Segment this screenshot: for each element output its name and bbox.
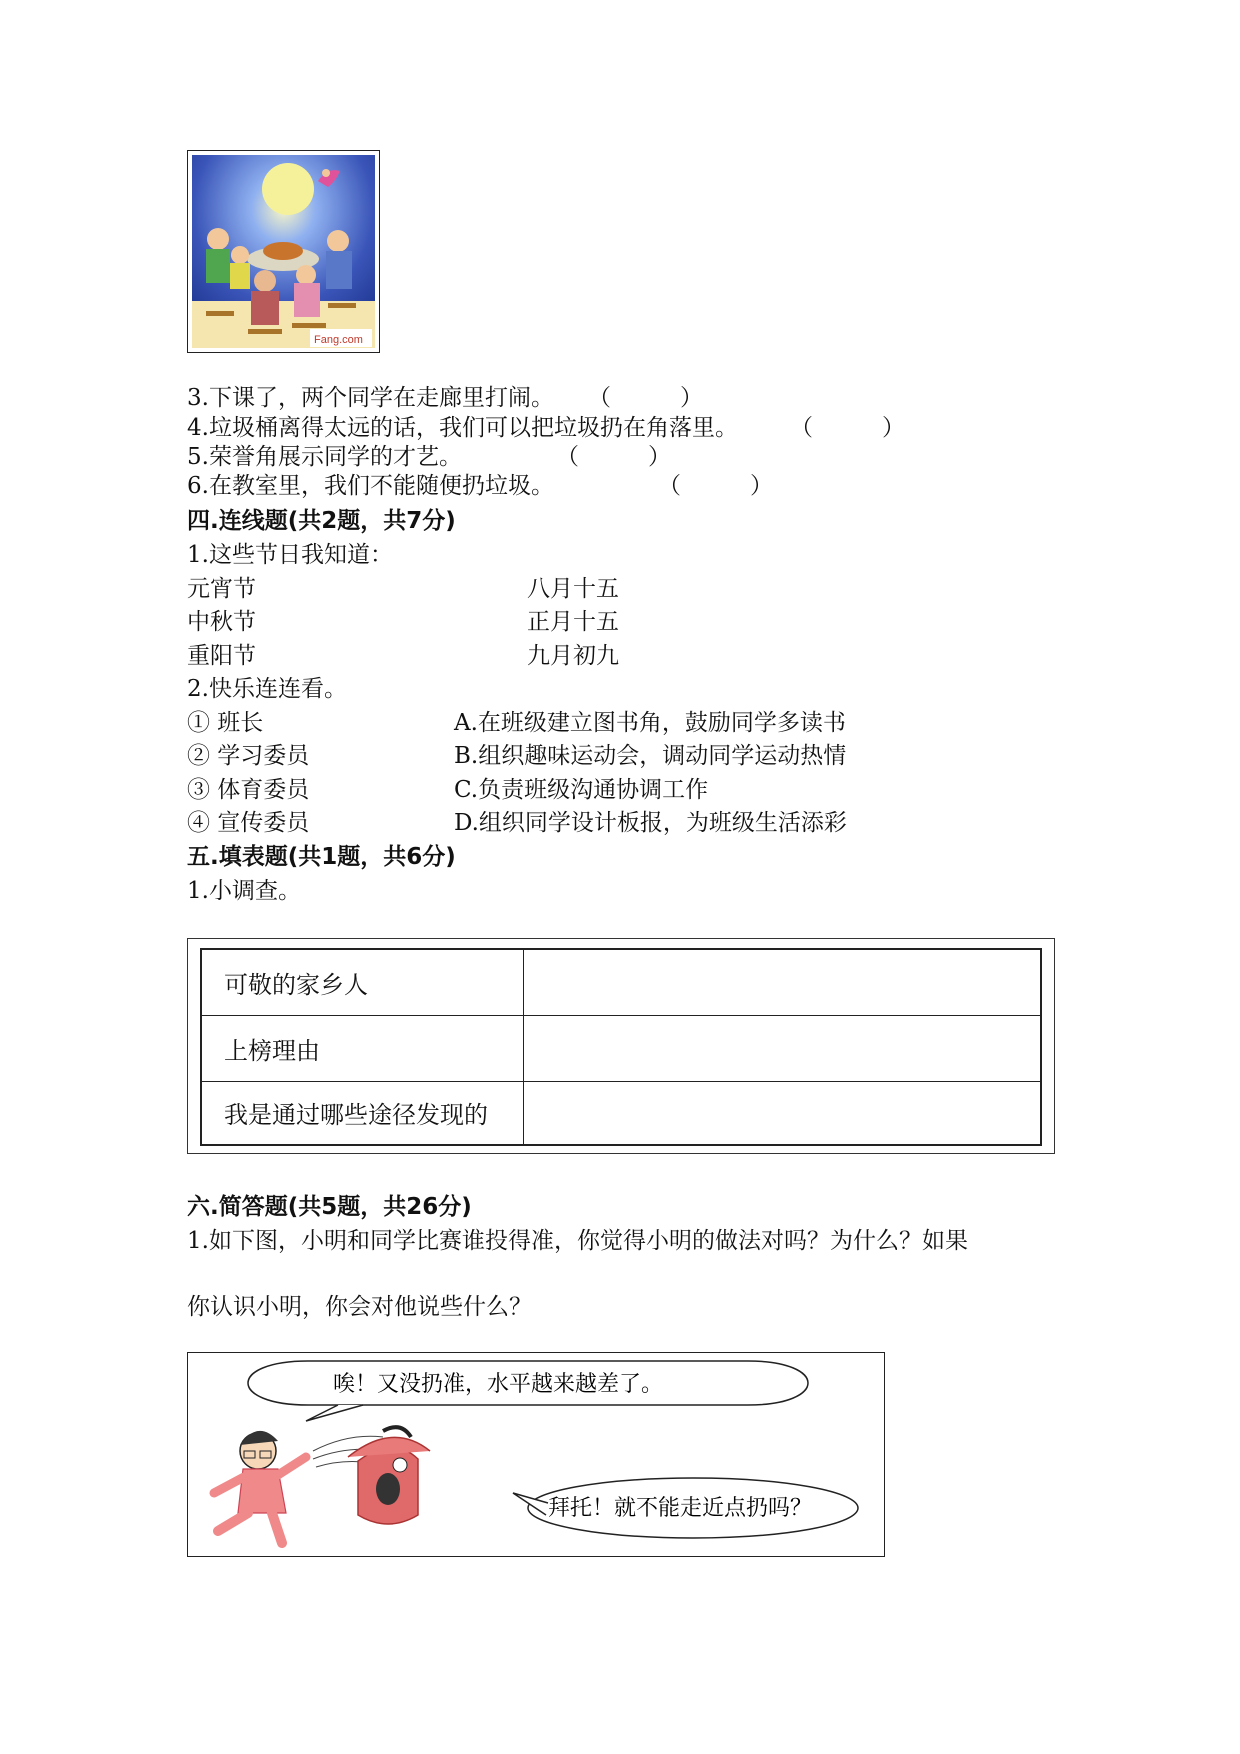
picture-logo: Fang.com [314,334,363,346]
role-left-2[interactable]: ② 学习委员 [187,743,310,769]
short-answer-q1-line1: 1.如下图，小明和同学比赛谁投得准，你觉得小明的做法对吗？为什么？如果 [187,1228,968,1254]
survey-label-cell [201,949,524,1015]
throwing-cartoon [187,1352,885,1557]
duty-right-b[interactable]: B.组织趣味运动会，调动同学运动热情 [454,743,847,769]
short-answer-q1-line2: 你认识小明，你会对他说些什么？ [187,1294,532,1320]
judgement-item-4: 4.垃圾桶离得太远的话，我们可以把垃圾扔在角落里。 [187,415,738,441]
survey-row-label: 上榜理由 [224,1036,320,1065]
survey-row-label: 我是通过哪些途径发现的 [224,1101,488,1130]
duty-right-d[interactable]: D.组织同学设计板报，为班级生活添彩 [454,810,847,836]
role-left-3[interactable]: ③ 体育委员 [187,777,310,803]
festival-left-3[interactable]: 重阳节 [187,643,256,669]
festival-left-2[interactable]: 中秋节 [187,609,256,635]
survey-prompt: 1.小调查。 [187,878,301,904]
survey-label-cell [201,1015,524,1081]
survey-answer-cell[interactable] [524,1081,1042,1145]
festival-right-3[interactable]: 九月初九 [527,643,619,669]
survey-label-cell [201,1081,524,1145]
section-5-heading: 五.填表题(共1题，共6分) [187,844,456,870]
survey-table-outer [187,938,1055,1154]
survey-row-label: 可敬的家乡人 [224,970,368,999]
judgement-item-3: 3.下课了，两个同学在走廊里打闹。 [187,385,554,411]
role-left-4[interactable]: ④ 宣传委员 [187,810,310,836]
mid-autumn-family-picture [187,150,380,353]
festival-right-2[interactable]: 正月十五 [527,609,619,635]
moon [262,163,314,215]
bubble-text-1: 唉！又没扔准，水平越来越差了。 [333,1372,664,1397]
section-4-heading: 四.连线题(共2题，共7分) [187,508,456,534]
match-q1-prompt: 1.这些节日我知道： [187,542,393,568]
match-q2-prompt: 2.快乐连连看。 [187,676,347,702]
section-6-heading: 六.简答题(共5题，共26分) [187,1194,472,1220]
cartoon-illustration [188,1353,884,1556]
answer-paren-3[interactable]: （ ） [588,385,703,411]
angry-trash-can [348,1427,430,1524]
judgement-item-6: 6.在教室里，我们不能随便扔垃圾。 [187,473,554,499]
survey-table [200,948,1042,1146]
bubble-text-2: 拜托！就不能走近点扔吗？ [548,1496,813,1521]
duty-right-c[interactable]: C.负责班级沟通协调工作 [454,777,709,803]
answer-paren-5[interactable]: （ ） [556,444,671,470]
survey-answer-cell[interactable] [524,1015,1042,1081]
survey-answer-cell[interactable] [524,949,1042,1015]
duty-right-a[interactable]: A.在班级建立图书角，鼓励同学多读书 [454,710,846,736]
judgement-item-5: 5.荣誉角展示同学的才艺。 [187,444,462,470]
mid-autumn-illustration [188,151,379,352]
answer-paren-4[interactable]: （ ） [790,415,905,441]
festival-right-1[interactable]: 八月十五 [527,576,619,602]
role-left-1[interactable]: ① 班长 [187,710,264,736]
festival-left-1[interactable]: 元宵节 [187,576,256,602]
boy-xiaoming [214,1431,306,1543]
answer-paren-6[interactable]: （ ） [658,473,773,499]
